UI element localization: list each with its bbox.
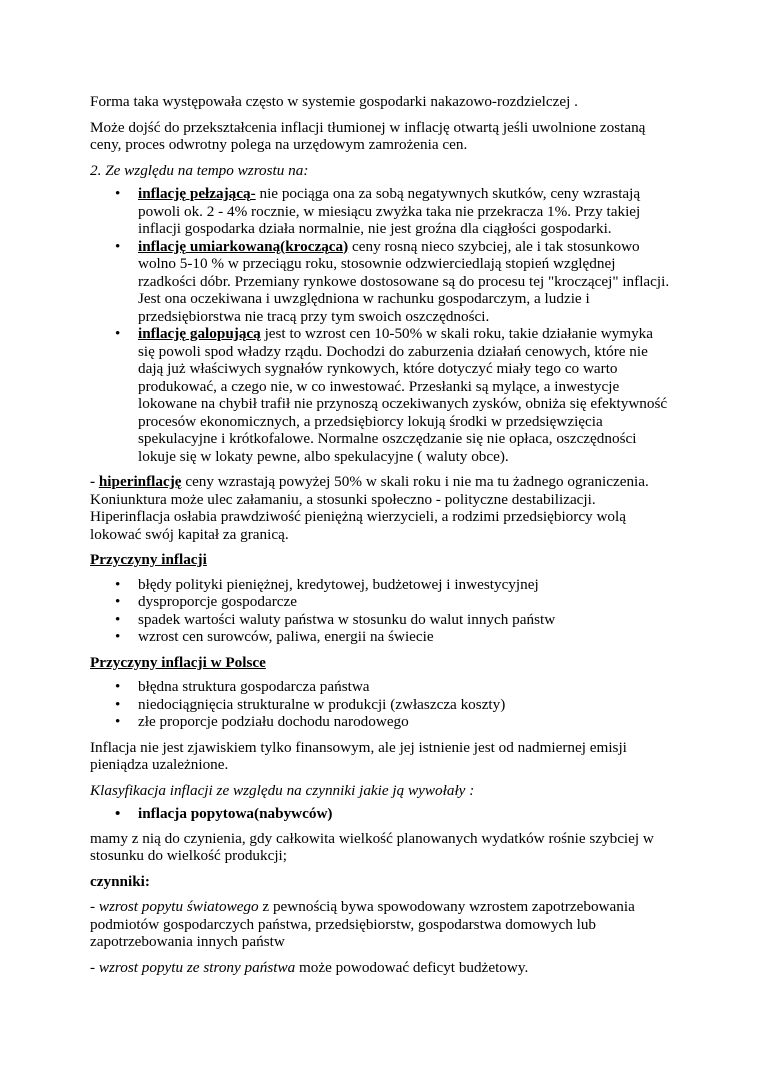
- paragraph-text: ceny wzrastają powyżej 50% w skali roku i nie ma tu żadnego ograniczenia. Koniunktura może ulec załamaniu, a stosunki społeczno - polityczne destabilizacji. Hiperinflacja osłabia prawdziwość pieniężną wierzycieli, a rodzimi przedsiębiorcy wolą lokować swój kapitał za granicą.: [90, 473, 649, 543]
- list-item: • dysproporcje gospodarcze: [90, 593, 670, 611]
- dash: -: [90, 958, 99, 976]
- przyczyny-heading: Przyczyny inflacji: [90, 551, 207, 568]
- popytowa-paragraph: mamy z nią do czynienia, gdy całkowita wielkość planowanych wydatków rośnie szybciej w stosunku do wielkość produkcji;: [90, 829, 654, 864]
- term-galopujaca: inflację galopującą: [138, 325, 261, 342]
- dash: -: [90, 898, 99, 915]
- term-popyt-swiatowy: wzrost popytu światowego: [98, 898, 259, 915]
- list-item: • błędy polityki pieniężnej, kredytowej, budżetowej i inwestycyjnej: [90, 576, 670, 594]
- list-item: • złe proporcje podziału dochodu narodowego: [90, 713, 670, 731]
- przyczyny-list: [90, 576, 670, 646]
- intro-paragraph-1: Forma taka występowała często w systemie gospodarki nakazowo-rozdzielczej .: [90, 93, 578, 110]
- list-item: [90, 325, 670, 465]
- paragraph-text: z pewnością bywa spowodowany wzrostem zapotrzebowania podmiotów gospodarczych państwa, przedsiębiorstw, gospodarstwa domowych lub zapotrzebowania innych państw: [90, 898, 635, 950]
- klasyfikacja-heading: Klasyfikacja inflacji ze względu na czynniki jakie ją wywołały :: [90, 781, 475, 799]
- czynniki-heading: czynniki:: [90, 872, 150, 890]
- czynnik-2-paragraph: [90, 959, 670, 977]
- list-item: • spadek wartości waluty państwa w stosunku do walut innych państw: [90, 611, 670, 629]
- przyczyny-polska-list: [90, 678, 670, 731]
- list-item: • błędna struktura gospodarcza państwa: [90, 678, 670, 696]
- term-hiperinflacja: hiperinflację: [98, 473, 182, 490]
- document-page: [90, 93, 670, 984]
- list-item: • wzrost cen surowców, paliwa, energii na świecie: [90, 628, 670, 646]
- popytowa-list: [90, 805, 670, 823]
- term-popyt-panstwa: wzrost popytu ze strony państwa: [98, 958, 296, 976]
- term-pelzajaca: inflację pełzającą-: [138, 185, 256, 202]
- list-item: [90, 185, 670, 238]
- list-item: [90, 238, 670, 326]
- czynnik-1-paragraph: [90, 898, 670, 951]
- intro-paragraph-2: Może dojść do przekształcenia inflacji tłumionej w inflację otwartą jeśli uwolnione zostaną ceny, proces odwrotny polega na urzędowym zamrożenia cen.: [90, 118, 646, 153]
- list-item: • inflacja popytowa(nabywców): [90, 805, 670, 823]
- term-umiarkowana: inflację umiarkowaną(krocząca): [138, 237, 349, 255]
- note-paragraph: Inflacja nie jest zjawiskiem tylko finansowym, ale jej istnienie jest od nadmiernej emisji pieniądza uzależnione.: [90, 738, 627, 773]
- item-text: ceny rosną nieco szybciej, ale i tak stosunkowo wolno 5-10 % w przeciągu roku, stosownie odzwierciedlają stopień względnej rzadkości dóbr. Przemiany rynkowe dostosowane są do procesu tej "kroczącej" inflacji. Jest ona oczekiwana i uwzględniona w rachunku gospodarczym, a ludzie i przedsiębiorstwa nie tracą przy tym swoich oszczędności.: [138, 237, 670, 325]
- hiperinflacja-paragraph: [90, 473, 670, 543]
- przyczyny-polska-heading: Przyczyny inflacji w Polsce: [90, 653, 266, 671]
- item-text: nie pociąga ona za sobą negatywnych skutków, ceny wzrastają powoli ok. 2 - 4% rocznie, w miesiącu zwyżka taka nie przekracza 1%. Przy takiej inflacji gospodarka działa normalnie, nie jest groźna dla ciągłości gospodarki.: [138, 185, 641, 237]
- dash: -: [90, 473, 99, 490]
- tempo-heading: 2. Ze względu na tempo wzrostu na:: [90, 161, 309, 179]
- item-text: jest to wzrost cen 10-50% w skali roku, takie działanie wymyka się powoli spod władzy rządu. Dochodzi do zaburzenia działań cenowych, które nie dają już właściwych sygnałów rynkowych, które dotyczyć miały tego co warto produkować, a czego nie, w co inwestować. Przesłanki są mylące, a inwestycje lokowane na chybił trafił nie przynoszą oczekiwanych zysków, obniża się efektywność procesów ekonomicznych, a przedsiębiorcy lokują środki w przedsięwzięcia spekulacyjne i krótkofalowe. Normalne oszczędzanie się nie opłaca, oszczędności lokuje się w lokaty pewne, albo spekulacyjne ( waluty obce).: [138, 325, 668, 465]
- paragraph-text: może powodować deficyt budżetowy.: [295, 958, 529, 976]
- list-item: • niedociągnięcia strukturalne w produkcji (zwłaszcza koszty): [90, 696, 670, 714]
- tempo-list: [90, 185, 670, 465]
